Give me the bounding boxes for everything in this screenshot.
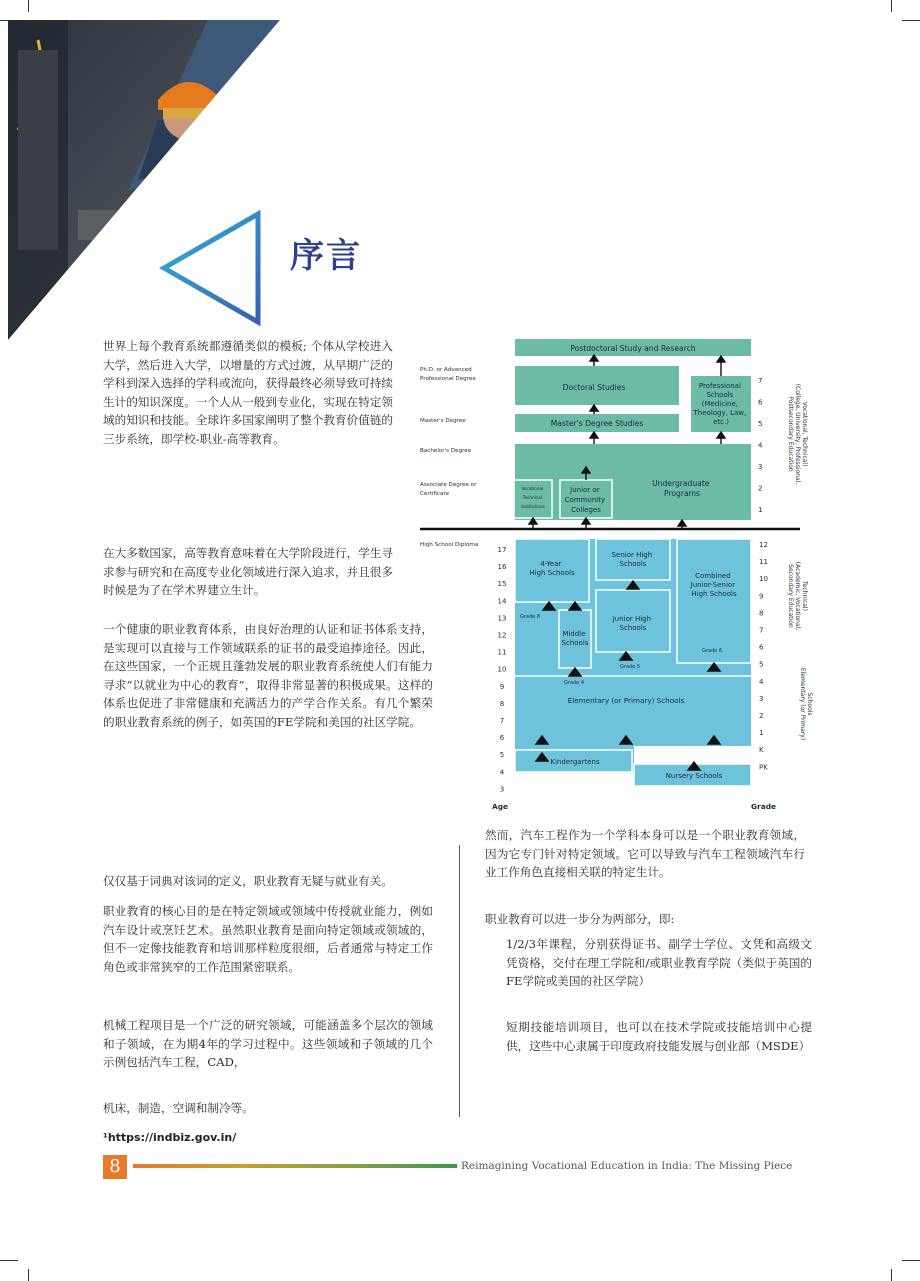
label-postdoctoral: Postdoctoral Study and Research xyxy=(570,344,696,353)
grade-tick-4: 4 xyxy=(759,677,764,686)
label-junior-college: Junior or Community Colleges xyxy=(564,486,606,514)
grade-tag-4: Grade 4 xyxy=(564,680,585,686)
label-masters: Master's Degree Studies xyxy=(550,419,644,428)
label-diploma: High School Diploma xyxy=(420,542,479,548)
list-item-short-term-training: 短期技能培训项目，也可以在技术学院或技能培训中心提供，这些中心隶属于印度政府技能发展与创业部（MSDE） xyxy=(506,1020,812,1053)
label-elementary: Elementary (or Primary) Schools xyxy=(567,696,685,705)
label-masters-degree: Master's Degree xyxy=(420,418,466,424)
education-structure-diagram xyxy=(412,332,822,822)
grade-tick-K: K xyxy=(759,746,764,755)
grade-tick-PK: PK xyxy=(759,763,768,772)
svg-text:Elementary (or Primary): Elementary (or Primary) xyxy=(799,667,806,741)
paragraph-definition: 仅仅基于词典对该词的定义，职业教育无疑与就业有关。 xyxy=(103,874,393,888)
side-label-elementary xyxy=(799,668,813,740)
post-grade-tick-7: 7 xyxy=(758,377,763,385)
grade-tag-6: Grade 6 xyxy=(702,648,723,654)
age-tick-12: 12 xyxy=(497,631,507,640)
label-nursery: Nursery Schools xyxy=(665,772,723,780)
grade-tick-7: 7 xyxy=(759,626,764,635)
crop-mark xyxy=(28,0,29,12)
degree-labels xyxy=(420,367,478,548)
label-kindergartens: Kindergartens xyxy=(550,758,600,766)
grade-tick-10: 10 xyxy=(759,575,768,584)
label-junior-high: Junior High Schools xyxy=(612,615,652,632)
svg-text:Postsecondary Education: Postsecondary Education xyxy=(787,396,794,472)
grade-tick-2: 2 xyxy=(759,712,764,720)
paragraph-core-purpose: 职业教育的核心目的是在特定领域或领域中传授就业能力，例如汽车设计或烹饪艺术。虽然职业教育是面向特定领域或领域的，但不一定像技能教育和培训那样粒度很细，后者通常与特定工作角色或非常狭窄的工作范围紧密联系。 xyxy=(103,904,433,974)
age-tick-17: 17 xyxy=(497,546,507,554)
list-item-diploma-courses: 1/2/3年课程，分别获得证书、副学士学位、文凭和高级文凭资格，交付在理工学院和/或职业教育学院（类似于英国的FE学院或美国的社区学院） xyxy=(506,937,812,989)
grade-tick-9: 9 xyxy=(759,592,764,601)
grade-tick-6: 6 xyxy=(759,643,764,652)
label-associate: Associate Degree or Certificate xyxy=(420,482,477,497)
label-undergraduate: Undergraduate Programs xyxy=(652,479,710,498)
age-tick-7: 7 xyxy=(499,717,505,725)
grade-tick-1: 1 xyxy=(759,729,764,738)
age-tick-3: 3 xyxy=(499,785,505,794)
svg-text:(College, University, Professi: (College, University, Professional, xyxy=(794,383,801,485)
page-number: 8 xyxy=(103,1155,127,1179)
age-tick-5: 5 xyxy=(499,751,505,760)
svg-text:Vocational, Technical): Vocational, Technical) xyxy=(801,401,808,467)
label-senior-high: Senior High Schools xyxy=(611,551,653,568)
age-tick-13: 13 xyxy=(497,614,507,623)
grade-axis-label: Grade xyxy=(751,802,777,811)
label-doctoral: Doctoral Studies xyxy=(562,383,626,392)
post-grade-tick-2: 2 xyxy=(758,484,763,493)
grade-tick-11: 11 xyxy=(759,558,768,567)
svg-text:Secondary Education: Secondary Education xyxy=(787,564,794,628)
paragraph-mechanical: 机械工程项目是一个广泛的研究领域，可能涵盖多个层次的领域和子领域，在为期4年的学习过程中。这些领域和子领域的几个示例包括汽车工程，CAD， xyxy=(103,1018,433,1070)
label-middle: Middle Schools xyxy=(561,630,589,647)
age-tick-14: 14 xyxy=(497,597,507,606)
triangle-graphic xyxy=(158,210,262,326)
footer-gradient-bar xyxy=(133,1164,457,1168)
age-tick-16: 16 xyxy=(497,563,507,572)
svg-text:Schools: Schools xyxy=(806,692,813,716)
age-scale xyxy=(498,546,507,793)
paragraph-automotive: 然而，汽车工程作为一个学科本身可以是一个职业教育领域，因为它专门针对特定领域。它可以导致与汽车工程领域汽车行业工作角色直接相关联的特定生计。 xyxy=(485,828,805,880)
grade-tag-5: Grade 5 xyxy=(620,664,641,670)
post-grade-scale xyxy=(758,377,763,514)
paragraph-higher-ed: 在大多数国家，高等教育意味着在大学阶段进行，学生寻求参与研究和在高度专业化领域进行深入追求，并且很多时候是为了在学术界建立生计。 xyxy=(103,546,393,598)
paragraph-mechanical-cont: 机床，制造，空调和制冷等。 xyxy=(103,1101,254,1115)
footnote: ¹https://indbiz.gov.in/ xyxy=(103,1131,237,1144)
age-tick-4: 4 xyxy=(499,768,505,777)
post-grade-tick-3: 3 xyxy=(758,463,763,471)
grade-tick-3: 3 xyxy=(759,694,764,703)
label-combined: Combined Junior-Senior High Schools xyxy=(690,572,737,598)
age-tick-6: 6 xyxy=(499,734,505,743)
post-grade-tick-6: 6 xyxy=(758,398,763,407)
crop-mark xyxy=(891,0,892,12)
paragraph-intro: 世界上每个教育系统都遵循类似的模板; 个体从学校进入大学，然后进入大学，以增量的方式过渡，从早期广泛的学科到深入选择的学科或流向，获得最终必须导致可持续生计的知识深度。一个人从一般到专业化，实现在特定领域的知识和技能。全球许多国家阐明了整个教育价值链的三步系统，即学校-职业-高等教育。 xyxy=(103,339,393,446)
box-combined-high xyxy=(677,539,751,663)
label-bachelors-degree: Bachelor's Degree xyxy=(420,448,472,454)
running-title: Reimagining Vocational Education in India: The Missing Piece xyxy=(461,1160,793,1172)
grade-tag-8: Grade 8 xyxy=(520,614,541,620)
column-divider xyxy=(459,845,460,1117)
post-grade-tick-1: 1 xyxy=(758,506,763,514)
svg-text:Technical): Technical) xyxy=(801,581,808,611)
label-four-year: 4-Year High Schools xyxy=(529,560,575,577)
age-tick-15: 15 xyxy=(497,580,507,589)
post-grade-tick-5: 5 xyxy=(758,420,763,428)
crop-mark xyxy=(902,20,920,21)
crop-mark xyxy=(902,1260,920,1261)
age-axis-label: Age xyxy=(492,802,509,811)
page-title: 序言 xyxy=(290,236,362,276)
paragraph-vocational-system: 一个健康的职业教育体系，由良好治理的认证和证书体系支持，是实现可以直接与工作领域联系的证书的最受追捧途径。因此，在这些国家，一个正规且蓬勃发展的职业教育系统使人们有能力寻求“以就业为中心的教育”，取得非常显著的积极成果。这样的体系也促进了非常健康和充满活力的产学合作关系。有几个繁荣的职业教育系统的例子，如英国的FE学院和美国的社区学院。 xyxy=(103,622,433,729)
age-tick-11: 11 xyxy=(497,648,507,657)
crop-mark xyxy=(891,1269,892,1281)
grade-tick-5: 5 xyxy=(759,660,764,669)
side-label-secondary xyxy=(787,562,808,631)
crop-mark xyxy=(28,1269,29,1281)
post-grade-tick-4: 4 xyxy=(758,441,763,450)
crop-mark xyxy=(0,1260,18,1261)
svg-text:(Academic, Vocational,: (Academic, Vocational, xyxy=(794,561,801,631)
grade-tick-8: 8 xyxy=(759,609,764,618)
grade-scale xyxy=(759,541,768,771)
paragraph-two-parts: 职业教育可以进一步分为两部分，即: xyxy=(485,912,675,926)
label-professional: Professional Schools (Medicine, Theology, Law, etc.) xyxy=(693,382,747,426)
age-tick-10: 10 xyxy=(497,665,507,674)
label-vocational: Vocational Technical Institutions xyxy=(521,486,545,509)
grade-tick-12: 12 xyxy=(759,541,768,549)
age-tick-9: 9 xyxy=(499,682,505,691)
side-label-postsecondary xyxy=(787,384,808,485)
label-phd: Ph.D. or Advanced Professional Degree xyxy=(420,367,476,382)
age-tick-8: 8 xyxy=(499,699,505,708)
